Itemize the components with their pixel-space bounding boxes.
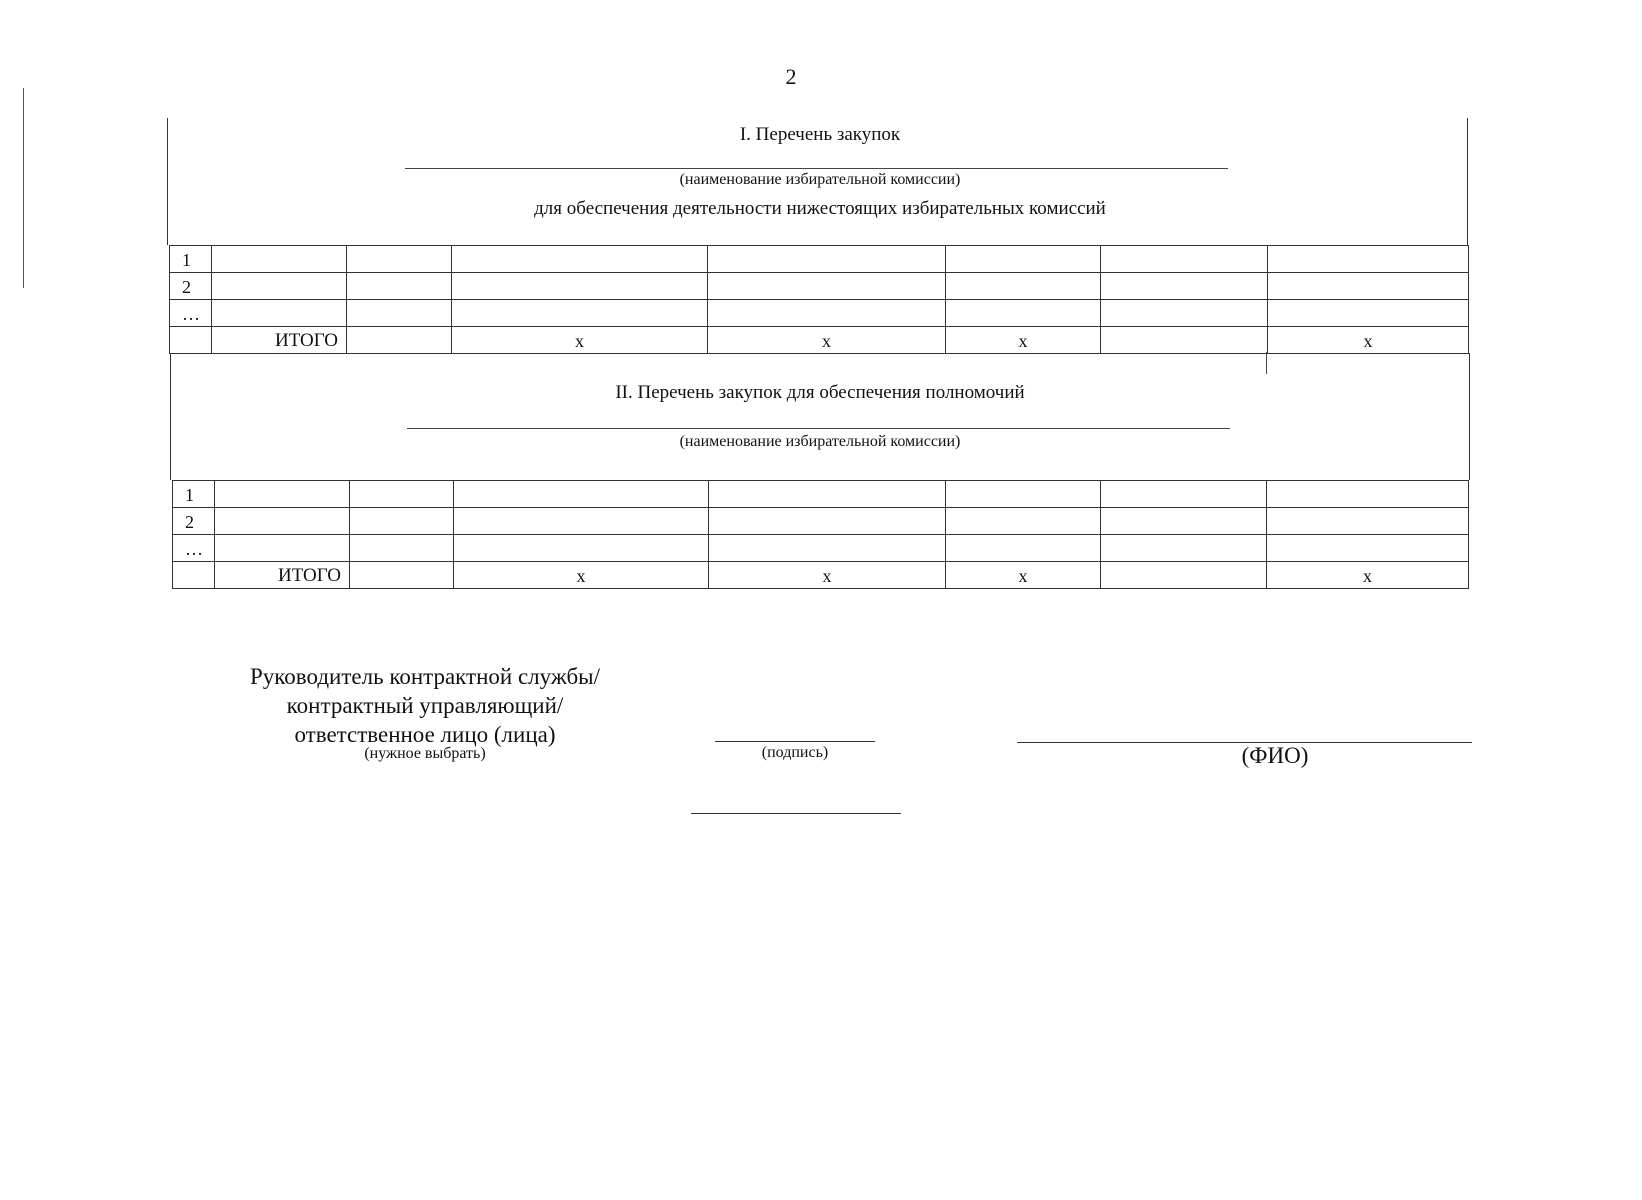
total-label: ИТОГО xyxy=(215,562,350,589)
total-cell: x xyxy=(1267,562,1469,589)
total-cell: x xyxy=(946,562,1101,589)
section-1-title: I. Перечень закупок xyxy=(739,124,901,145)
total-label: ИТОГО xyxy=(212,327,347,354)
total-cell xyxy=(1101,562,1267,589)
signatory-role-line: Руководитель контрактной службы/ xyxy=(250,664,600,689)
row-number: 2 xyxy=(173,508,215,535)
signatory-role-line: ответственное лицо (лица) xyxy=(294,722,556,747)
role-caption: (нужное выбрать) xyxy=(364,745,486,762)
fio-caption: (ФИО) xyxy=(1241,743,1309,768)
table-row xyxy=(170,300,1469,327)
signatory-role xyxy=(200,662,650,749)
table-row xyxy=(170,273,1469,300)
total-cell: x xyxy=(454,562,709,589)
row-number: 1 xyxy=(170,246,212,273)
section-2-name-line xyxy=(407,428,1230,429)
row-number: … xyxy=(170,300,212,327)
total-cell: x xyxy=(709,562,946,589)
row-number: 1 xyxy=(173,481,215,508)
date-line xyxy=(691,813,901,814)
section-1-subtitle: для обеспечения деятельности нижестоящих избирательных комиссий xyxy=(534,198,1106,219)
total-cell: x xyxy=(452,327,708,354)
section-1-name-line xyxy=(405,168,1228,169)
section-1-table xyxy=(169,245,1469,354)
total-row xyxy=(173,562,1469,589)
table-row xyxy=(173,508,1469,535)
section-2-title: II. Перечень закупок для обеспечения полномочий xyxy=(615,382,1025,403)
total-cell xyxy=(347,327,452,354)
section-2-table xyxy=(172,480,1469,589)
signature-line xyxy=(715,741,875,742)
total-cell: x xyxy=(946,327,1101,354)
scan-margin-line xyxy=(23,88,24,288)
section-1-name-caption: (наименование избирательной комиссии) xyxy=(679,171,961,188)
total-cell: x xyxy=(708,327,946,354)
table-row xyxy=(173,481,1469,508)
row-number: … xyxy=(173,535,215,562)
table-row xyxy=(170,246,1469,273)
total-cell: x xyxy=(1268,327,1469,354)
section-2-frame xyxy=(170,353,1470,480)
table-row xyxy=(173,535,1469,562)
total-cell xyxy=(1101,327,1268,354)
signature-caption: (подпись) xyxy=(761,744,829,761)
page-number: 2 xyxy=(785,64,797,89)
total-row xyxy=(170,327,1469,354)
row-number: 2 xyxy=(170,273,212,300)
signatory-role-line: контрактный управляющий/ xyxy=(286,693,564,718)
section-2-name-caption: (наименование избирательной комиссии) xyxy=(679,433,961,450)
total-cell xyxy=(350,562,454,589)
